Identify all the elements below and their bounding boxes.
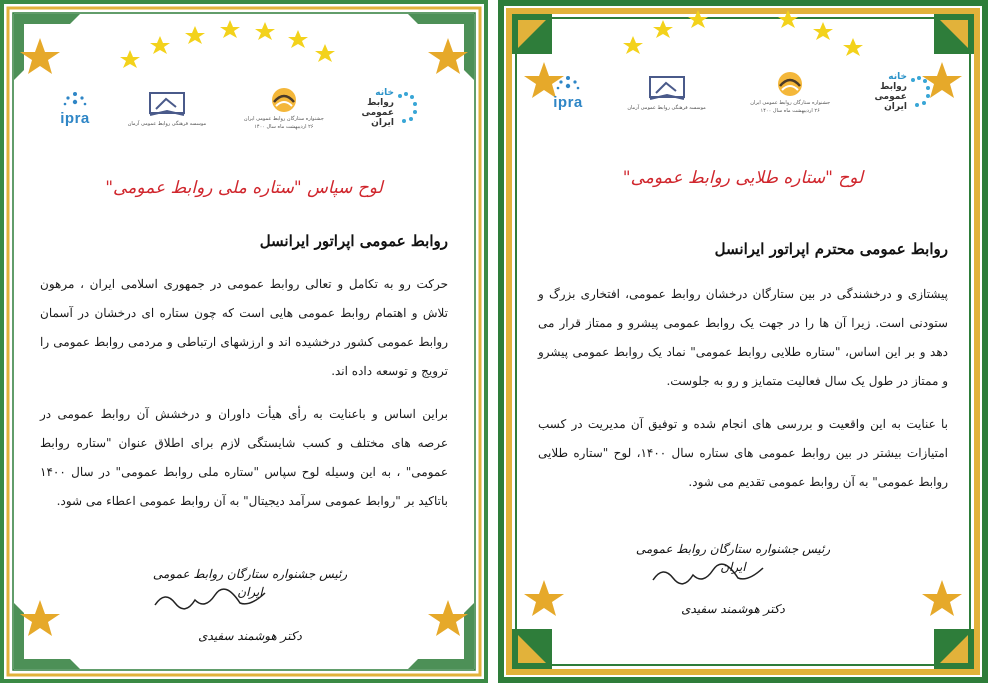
festival-logo <box>750 70 830 114</box>
khane-word: عمومی <box>361 108 394 118</box>
ipra-logo <box>553 74 583 111</box>
khane-word: ایران <box>884 102 907 112</box>
handwritten-signature <box>648 560 768 590</box>
certificate-title: لوح سپاس "ستاره ملی روابط عمومی" <box>105 178 383 198</box>
signer-title: رئیس جشنواره ستارگان روابط عمومی ایران <box>152 567 348 599</box>
festival-emblem-icon <box>770 70 810 98</box>
signer-name: دکتر هوشمند سفیدی <box>198 629 302 643</box>
book-hands-icon <box>146 89 188 119</box>
body-paragraph: حرکت رو به تکامل و تعالی روابط عمومی در جمهوری اسلامی ایران ، مرهون تلاش و اهتمام روابط عمومی هایی است که چون ستاره ای درخشان در آسمان روابط عمومی کشور درخشیده اند و ارزشهای ارتباطی و مردمی روابط عمومی را ترویج و توسعه داده اند. <box>40 277 448 378</box>
logo-row <box>60 86 420 130</box>
certificate-star-national <box>0 0 488 683</box>
khane-logo <box>361 88 420 128</box>
institute-caption: موسسه فرهنگی روابط عمومی آرمان <box>627 105 706 111</box>
khane-word: روابط <box>880 82 907 92</box>
khane-dots-icon <box>907 72 933 112</box>
institute-logo <box>627 73 706 111</box>
khane-word: روابط <box>367 98 394 108</box>
signer-title: رئیس جشنواره ستارگان روابط عمومی ایران <box>635 542 831 574</box>
festival-date: ۲۶ اردیبهشت ماه سال ۱۴۰۰ <box>760 108 820 114</box>
ipra-wordmark: ipra <box>553 93 583 111</box>
ipra-dots-icon <box>553 74 583 94</box>
festival-emblem-icon <box>264 86 304 114</box>
khane-logo <box>874 72 933 112</box>
certificate-star-golden <box>498 0 988 683</box>
ipra-logo <box>60 90 90 127</box>
khane-word: عمومی <box>874 92 907 102</box>
ipra-wordmark: ipra <box>60 109 90 127</box>
logo-row <box>553 70 933 114</box>
institute-caption: موسسه فرهنگی روابط عمومی آرمان <box>127 121 207 127</box>
book-hands-icon <box>646 73 688 103</box>
certificate-title: لوح "ستاره طلایی روابط عمومی" <box>622 168 864 188</box>
body-paragraph: براین اساس و باعنایت به رأی هیأت داوران و درخشش آن روابط عمومی در عرصه های مختلف و کسب شایستگی لازم برای اطلاق عنوان "ستاره روابط عمومی" ، به این وسیله لوح سپاس "ستاره ملی روابط عمومی" در سال ۱۴۰۰ باتاکید بر "روابط عمومی سرآمد دیجیتال" به آن روابط عمومی اعطاء می شود. <box>40 407 448 508</box>
body-paragraph: با عنایت به این واقعیت و بررسی های انجام شده و توفیق آن مدیریت در کسب امتیازات بیشتر در بین روابط عمومی های ستاره سال ۱۴۰۰، لوح "ستاره طلایی روابط عمومی" به آن روابط عمومی تقدیم می شود. <box>538 417 948 489</box>
body-paragraph: پیشتازی و درخشندگی در بین ستارگان درخشان روابط عمومی، افتخاری بزرگ و ستودنی است. زیرا آن ها را در جهت یک روابط عمومی پیشرو و ممتاز قرار می دهد و بر این اساس، "ستاره طلایی روابط عمومی" نماد یک روابط عمومی پیشرو و ممتاز در طول یک سال فعالیت متمایز و رو به جلوست. <box>538 287 948 388</box>
certificate-body <box>40 270 448 530</box>
addressee: روابط عمومی محترم اپراتور ایرانسل <box>714 240 948 258</box>
festival-logo <box>244 86 324 130</box>
festival-caption: جشنواره ستارگان روابط عمومی ایران <box>243 116 324 122</box>
festival-date: ۲۶ اردیبهشت ماه سال ۱۴۰۰ <box>254 124 314 130</box>
khane-word: خانه <box>888 72 907 82</box>
addressee: روابط عمومی اپراتور ایرانسل <box>259 232 448 250</box>
ipra-dots-icon <box>60 90 90 110</box>
festival-caption: جشنواره ستارگان روابط عمومی ایران <box>750 100 831 106</box>
khane-word: خانه <box>375 88 394 98</box>
khane-word: ایران <box>371 118 394 128</box>
khane-dots-icon <box>394 88 420 128</box>
institute-logo <box>128 89 207 127</box>
certificate-body <box>538 280 948 511</box>
signer-name: دکتر هوشمند سفیدی <box>681 602 785 616</box>
handwritten-signature <box>150 585 270 615</box>
